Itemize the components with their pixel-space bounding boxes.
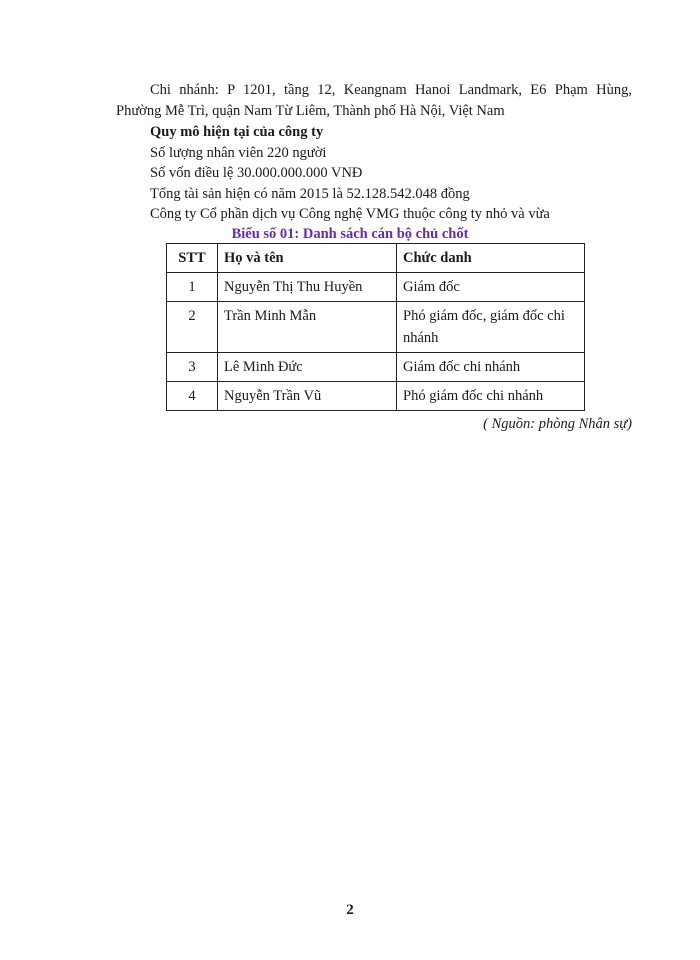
scale-heading: Quy mô hiện tại của công ty: [150, 124, 324, 140]
employee-count: Số lượng nhân viên 220 người: [150, 145, 327, 161]
cell-title: Phó giám đốc chi nhánh: [397, 382, 585, 411]
table-row: [167, 302, 585, 353]
table-caption: Biểu số 01: Danh sách cán bộ chủ chốt: [231, 226, 469, 242]
cell-stt: 1: [167, 273, 218, 302]
branch-address-line-1: Chi nhánh: P 1201, tầng 12, Keangnam Hanoi Landmark, E6 Phạm Hùng,: [150, 82, 632, 98]
cell-title: Phó giám đốc, giám đốc chi nhánh: [397, 302, 585, 353]
cell-name: Lê Minh Đức: [218, 353, 397, 382]
branch-address-line-2: Phường Mễ Trì, quận Nam Từ Liêm, Thành phố Hà Nội, Việt Nam: [116, 103, 505, 119]
cell-title: Giám đốc chi nhánh: [397, 353, 585, 382]
charter-capital: Số vốn điều lệ 30.000.000.000 VNĐ: [150, 165, 363, 181]
cell-stt: 2: [167, 302, 218, 353]
column-header-name: Họ và tên: [218, 244, 397, 273]
company-size-text: Công ty Cổ phần dịch vụ Công nghệ VMG thuộc công ty nhỏ và vừa: [150, 206, 550, 222]
cell-name: Nguyễn Thị Thu Huyền: [218, 273, 397, 302]
table-row: [167, 382, 585, 411]
table-row: [167, 273, 585, 302]
cell-stt: 3: [167, 353, 218, 382]
table-row: [167, 353, 585, 382]
key-staff-table: [166, 243, 585, 411]
table-source-note: ( Nguồn: phòng Nhân sự): [483, 416, 632, 432]
cell-name: Nguyễn Trần Vũ: [218, 382, 397, 411]
table-header-row: [167, 244, 585, 273]
column-header-title: Chức danh: [397, 244, 585, 273]
cell-title: Giám đốc: [397, 273, 585, 302]
cell-stt: 4: [167, 382, 218, 411]
column-header-stt: STT: [167, 244, 218, 273]
page-number: 2: [346, 902, 354, 918]
cell-name: Trần Minh Mẫn: [218, 302, 397, 353]
total-assets: Tổng tài sản hiện có năm 2015 là 52.128.542.048 đồng: [150, 186, 470, 202]
